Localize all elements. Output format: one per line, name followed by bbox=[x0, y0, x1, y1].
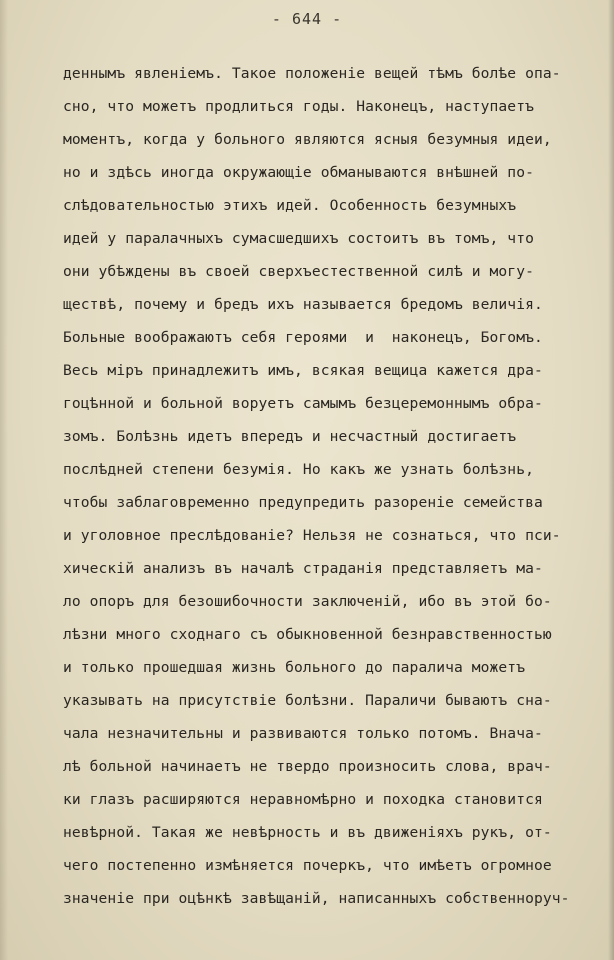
text-line: чала незначительны и развиваются только потомъ. Внача- bbox=[63, 725, 543, 742]
text-line: лѣзни много сходнаго съ обыкновенной безнравственностью bbox=[63, 626, 552, 643]
text-line: значеніе при оцѣнкѣ завѣщаній, написанныхъ собственноруч- bbox=[63, 890, 570, 907]
text-line: зомъ. Болѣзнь идетъ впередъ и несчастный достигаетъ bbox=[63, 428, 517, 445]
text-line: лѣ больной начинаетъ не твердо произносить слова, врач- bbox=[63, 758, 552, 775]
text-line: гоцѣнной и больной воруетъ самымъ безцеремоннымъ обра- bbox=[63, 395, 543, 412]
text-line: ки глазъ расширяются неравномѣрно и походка становится bbox=[63, 791, 543, 808]
page-left-shadow bbox=[0, 0, 8, 960]
text-line: указывать на присутствіе болѣзни. Параличи бываютъ сна- bbox=[63, 692, 552, 709]
text-line: деннымъ явленіемъ. Такое положеніе вещей тѣмъ болѣе опа- bbox=[63, 65, 561, 82]
text-line: ло опоръ для безошибочности заключеній, ибо въ этой бо- bbox=[63, 593, 552, 610]
text-line: моментъ, когда у больного являются ясныя безумныя идеи, bbox=[63, 131, 552, 148]
text-line: чего постепенно измѣняется почеркъ, что имѣетъ огромное bbox=[63, 857, 552, 874]
text-line: послѣдней степени безумія. Но какъ же узнать болѣзнь, bbox=[63, 461, 534, 478]
text-line: Весь міръ принадлежитъ имъ, всякая вещица кажется дра- bbox=[63, 362, 543, 379]
text-line: сно, что можетъ продлиться годы. Наконецъ, наступаетъ bbox=[63, 98, 534, 115]
text-line: хическій анализъ въ началѣ страданія представляетъ ма- bbox=[63, 560, 543, 577]
text-line: ществѣ, почему и бредъ ихъ называется бредомъ величія. bbox=[63, 296, 543, 313]
text-line: невѣрной. Такая же невѣрность и въ движеніяхъ рукъ, от- bbox=[63, 824, 552, 841]
text-line: Больные воображаютъ себя героями и наконецъ, Богомъ. bbox=[63, 329, 543, 346]
page-right-shadow bbox=[608, 0, 614, 960]
text-line: слѣдовательностью этихъ идей. Особенность безумныхъ bbox=[63, 197, 517, 214]
text-line: они убѣждены въ своей сверхъестественной силѣ и могу- bbox=[63, 263, 534, 280]
text-line: идей у паралачныхъ сумасшедшихъ состоитъ въ томъ, что bbox=[63, 230, 534, 247]
text-line: и только прошедшая жизнь больного до паралича можетъ bbox=[63, 659, 526, 676]
page-number: - 644 - bbox=[271, 10, 343, 28]
text-line: и уголовное преслѣдованіе? Нельзя не сознаться, что пси- bbox=[63, 527, 561, 544]
text-line: чтобы заблаговременно предупредить разореніе семейства bbox=[63, 494, 543, 511]
text-line: но и здѣсь иногда окружающіе обманываются внѣшней по- bbox=[63, 164, 534, 181]
